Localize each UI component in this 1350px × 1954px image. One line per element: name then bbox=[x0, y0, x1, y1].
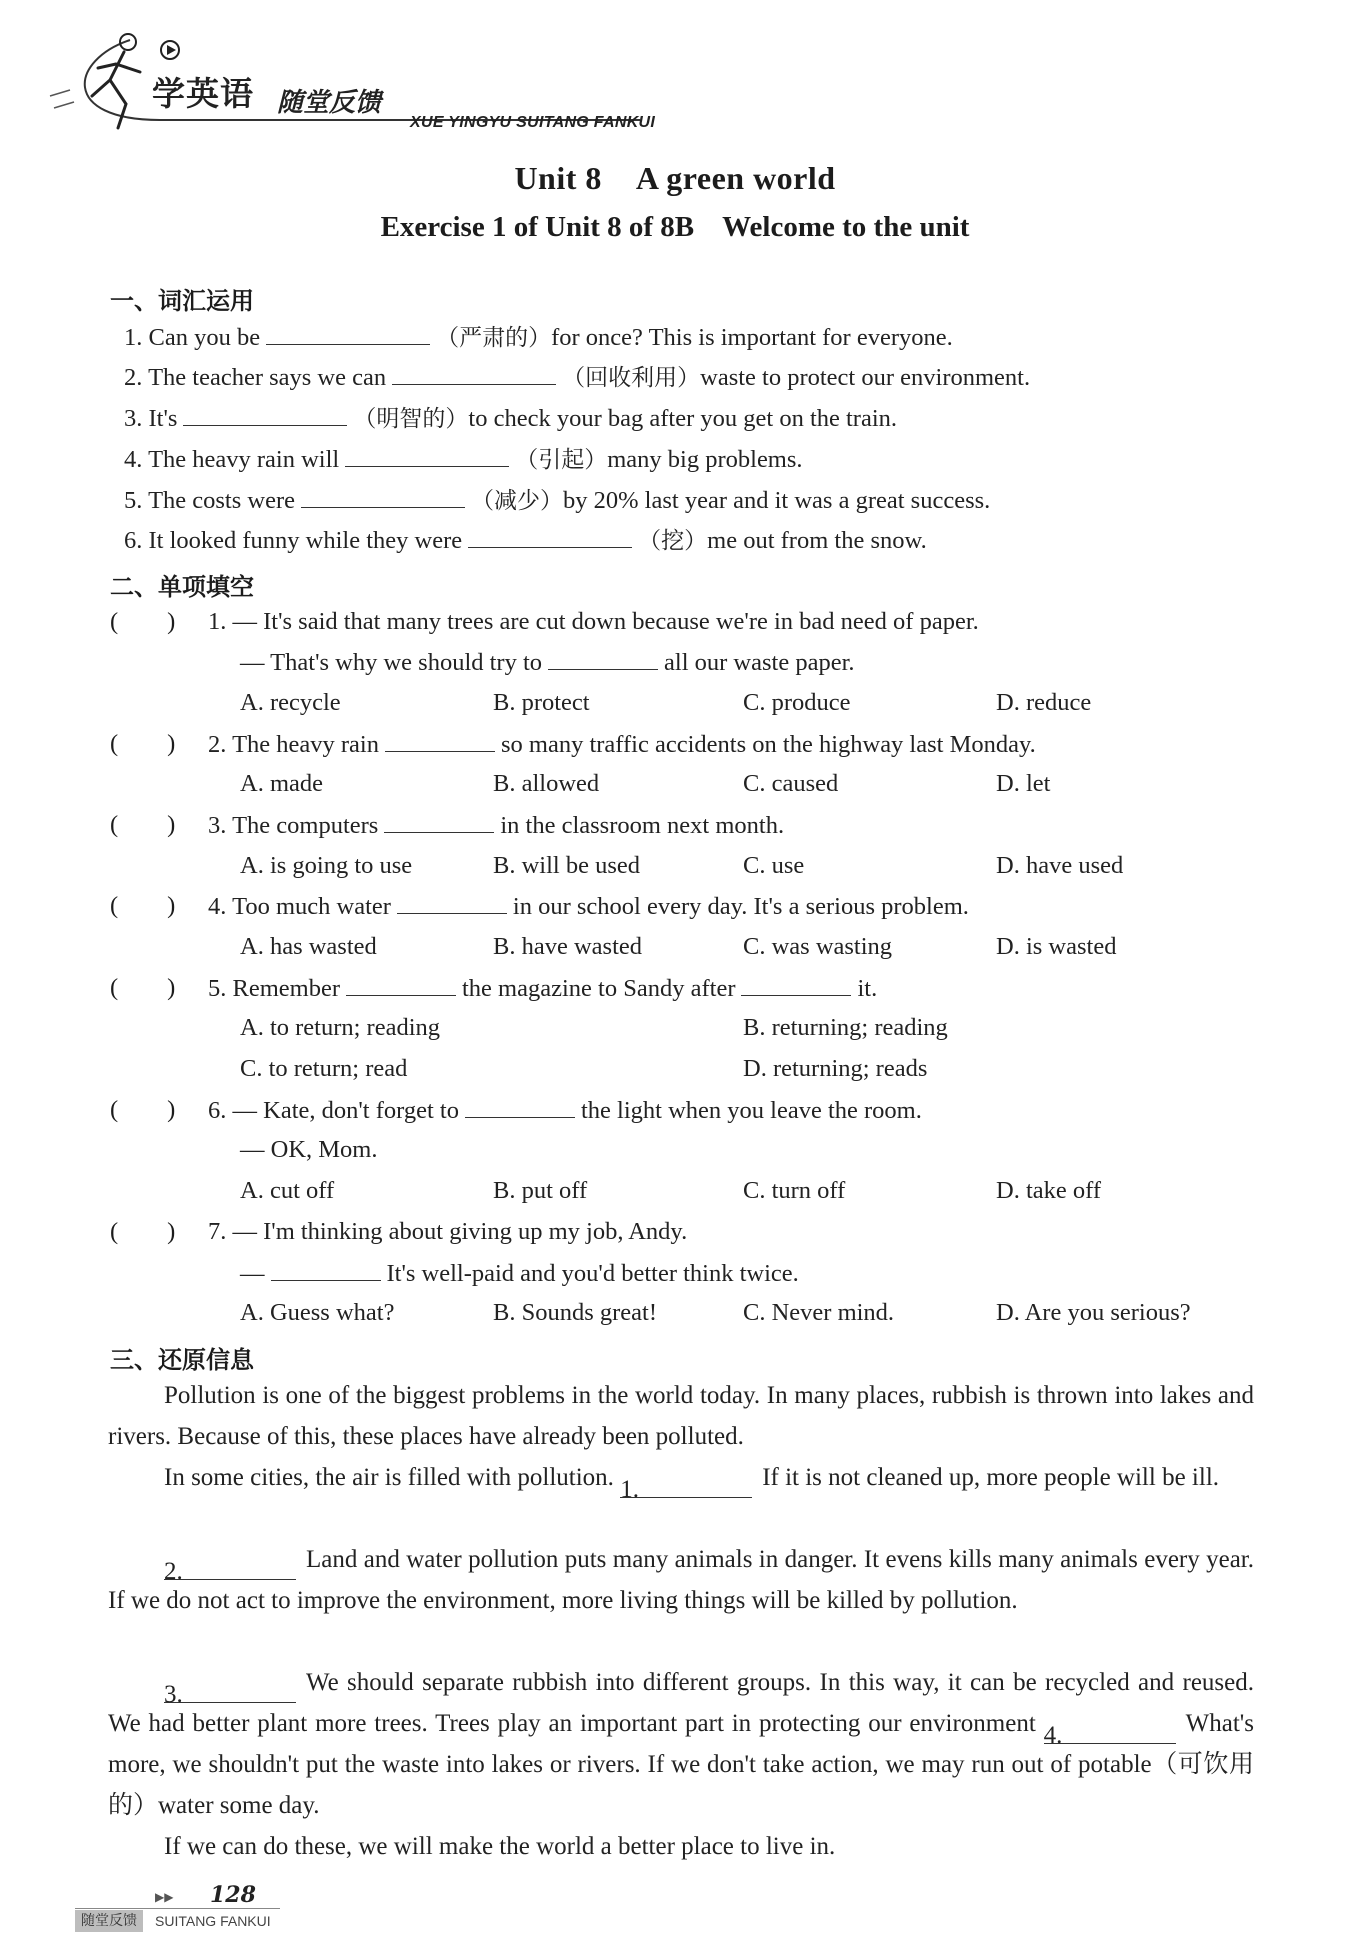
option-c[interactable]: C. Never mind. bbox=[743, 1299, 895, 1326]
question-7-line2: — It's well-paid and you'd better think twice. bbox=[240, 1260, 799, 1287]
unit-number: Unit 8 bbox=[514, 160, 602, 196]
vocab-item: 6. It looked funny while they were （挖）me out from the snow. bbox=[124, 527, 927, 554]
option-b[interactable]: B. protect bbox=[493, 689, 590, 716]
exercise-number: Exercise 1 of Unit 8 of 8B bbox=[380, 211, 695, 243]
arrow-icon: ▶▶ bbox=[155, 1890, 174, 1904]
answer-bracket[interactable]: ( ) bbox=[110, 608, 176, 635]
passage-paragraph-1: Pollution is one of the biggest problems in the world today. In many places, rubbish is thrown into lakes and rivers. Because of this, these places have already been polluted. bbox=[108, 1382, 1254, 1450]
option-c[interactable]: C. caused bbox=[743, 770, 839, 797]
exercise-name: Welcome to the unit bbox=[722, 211, 970, 243]
answer-blank[interactable] bbox=[183, 403, 347, 426]
question-1: 1. — It's said that many trees are cut down because we're in bad need of paper. bbox=[208, 608, 979, 635]
question-1-line2: — That's why we should try to all our waste paper. bbox=[240, 649, 855, 676]
option-d[interactable]: D. have used bbox=[996, 852, 1124, 879]
option-a[interactable]: A. has wasted bbox=[240, 933, 377, 960]
exercise-title bbox=[0, 211, 1350, 244]
question-3: 3. The computers in the classroom next month. bbox=[208, 812, 785, 839]
answer-blank[interactable] bbox=[384, 810, 494, 833]
answer-bracket[interactable]: ( ) bbox=[110, 811, 176, 838]
option-a[interactable]: A. recycle bbox=[240, 689, 341, 716]
option-c[interactable]: C. turn off bbox=[743, 1177, 846, 1204]
logo-subtitle-cn: 随堂反馈 bbox=[277, 88, 382, 118]
option-d[interactable]: D. take off bbox=[996, 1177, 1101, 1204]
passage-paragraph-4: 3. We should separate rubbish into different groups. In this way, it can be recycled and reused. We had better plant more trees. Trees play an important part in protecting our environment 4. What's more, we shouldn't put the waste into lakes or rivers. If we don't take action, we may run out of potable（可饮用的）water some day. bbox=[108, 1669, 1255, 1819]
option-a[interactable]: A. Guess what? bbox=[240, 1299, 395, 1326]
option-d[interactable]: D. let bbox=[996, 770, 1051, 797]
answer-blank[interactable] bbox=[346, 973, 456, 996]
answer-blank[interactable] bbox=[392, 362, 556, 385]
footer-divider bbox=[75, 1908, 280, 1909]
vocab-item: 3. It's （明智的）to check your bag after you get on the train. bbox=[124, 405, 898, 432]
option-a[interactable]: A. to return; reading bbox=[240, 1014, 441, 1041]
footer-pinyin: SUITANG FANKUI bbox=[155, 1913, 271, 1929]
option-b[interactable]: B. will be used bbox=[493, 852, 640, 879]
answer-blank[interactable] bbox=[465, 1095, 575, 1118]
option-d[interactable]: D. Are you serious? bbox=[996, 1299, 1191, 1326]
option-b[interactable]: B. put off bbox=[493, 1177, 588, 1204]
answer-bracket[interactable]: ( ) bbox=[110, 974, 176, 1001]
section-heading-multiple-choice: 二、单项填空 bbox=[110, 573, 254, 601]
option-d[interactable]: D. returning; reads bbox=[743, 1055, 928, 1082]
question-2: 2. The heavy rain so many traffic accidents on the highway last Monday. bbox=[208, 731, 1036, 758]
option-d[interactable]: D. reduce bbox=[996, 689, 1092, 716]
option-b[interactable]: B. returning; reading bbox=[743, 1014, 948, 1041]
unit-title bbox=[0, 160, 1350, 197]
option-c[interactable]: C. use bbox=[743, 852, 805, 879]
answer-blank-2[interactable]: 2. bbox=[164, 1551, 296, 1580]
logo-pinyin: XUE YINGYU SUITANG FANKUI bbox=[410, 114, 656, 131]
answer-blank[interactable] bbox=[266, 322, 430, 345]
option-a[interactable]: A. made bbox=[240, 770, 323, 797]
question-6: 6. — Kate, don't forget to the light when you leave the room. bbox=[208, 1097, 922, 1124]
passage-paragraph-2: In some cities, the air is filled with pollution. 1. If it is not cleaned up, more people will be ill. bbox=[164, 1464, 1220, 1503]
vocab-item: 4. The heavy rain will （引起）many big problems. bbox=[124, 446, 803, 473]
option-b[interactable]: B. Sounds great! bbox=[493, 1299, 657, 1326]
section-heading-vocabulary: 一、词汇运用 bbox=[110, 287, 254, 315]
section-heading-restore-info: 三、还原信息 bbox=[110, 1346, 254, 1374]
vocab-item: 5. The costs were （减少）by 20% last year and it was a great success. bbox=[124, 487, 991, 514]
header-logo bbox=[40, 20, 680, 140]
answer-blank[interactable] bbox=[301, 485, 465, 508]
option-c[interactable]: C. was wasting bbox=[743, 933, 893, 960]
question-5: 5. Remember the magazine to Sandy after it. bbox=[208, 975, 878, 1002]
question-4: 4. Too much water in our school every day. It's a serious problem. bbox=[208, 893, 969, 920]
answer-bracket[interactable]: ( ) bbox=[110, 1096, 176, 1123]
option-b[interactable]: B. have wasted bbox=[493, 933, 642, 960]
option-d[interactable]: D. is wasted bbox=[996, 933, 1117, 960]
answer-blank[interactable] bbox=[397, 891, 507, 914]
answer-blank[interactable] bbox=[345, 444, 509, 467]
option-c[interactable]: C. produce bbox=[743, 689, 851, 716]
vocab-item: 1. Can you be （严肃的）for once? This is important for everyone. bbox=[124, 324, 953, 351]
option-a[interactable]: A. cut off bbox=[240, 1177, 335, 1204]
option-b[interactable]: B. allowed bbox=[493, 770, 600, 797]
answer-blank[interactable] bbox=[741, 973, 851, 996]
option-c[interactable]: C. to return; read bbox=[240, 1055, 408, 1082]
answer-bracket[interactable]: ( ) bbox=[110, 730, 176, 757]
question-6-line2: — OK, Mom. bbox=[240, 1136, 378, 1163]
option-a[interactable]: A. is going to use bbox=[240, 852, 413, 879]
passage-paragraph-5: If we can do these, we will make the world a better place to live in. bbox=[164, 1833, 836, 1860]
passage-paragraph-3: 2. Land and water pollution puts many animals in danger. It evens kills many animals every year. If we do not act to improve the environment, more living things will be killed by pollution. bbox=[108, 1546, 1254, 1614]
footer-badge: 随堂反馈 bbox=[75, 1910, 143, 1932]
answer-blank[interactable] bbox=[385, 729, 495, 752]
answer-blank[interactable] bbox=[468, 525, 632, 548]
answer-blank-4[interactable]: 4. bbox=[1044, 1715, 1176, 1744]
answer-blank-3[interactable]: 3. bbox=[164, 1674, 296, 1703]
answer-bracket[interactable]: ( ) bbox=[110, 1218, 176, 1245]
vocab-item: 2. The teacher says we can （回收利用）waste to protect our environment. bbox=[124, 364, 1031, 391]
answer-blank[interactable] bbox=[271, 1258, 381, 1281]
unit-name: A green world bbox=[635, 160, 836, 196]
answer-blank-1[interactable]: 1. bbox=[620, 1469, 752, 1498]
question-7: 7. — I'm thinking about giving up my job, Andy. bbox=[208, 1218, 688, 1245]
page-number: 128 bbox=[210, 1882, 256, 1908]
answer-blank[interactable] bbox=[548, 647, 658, 670]
logo-title-cn: 学英语 bbox=[152, 74, 254, 113]
answer-bracket[interactable]: ( ) bbox=[110, 892, 176, 919]
